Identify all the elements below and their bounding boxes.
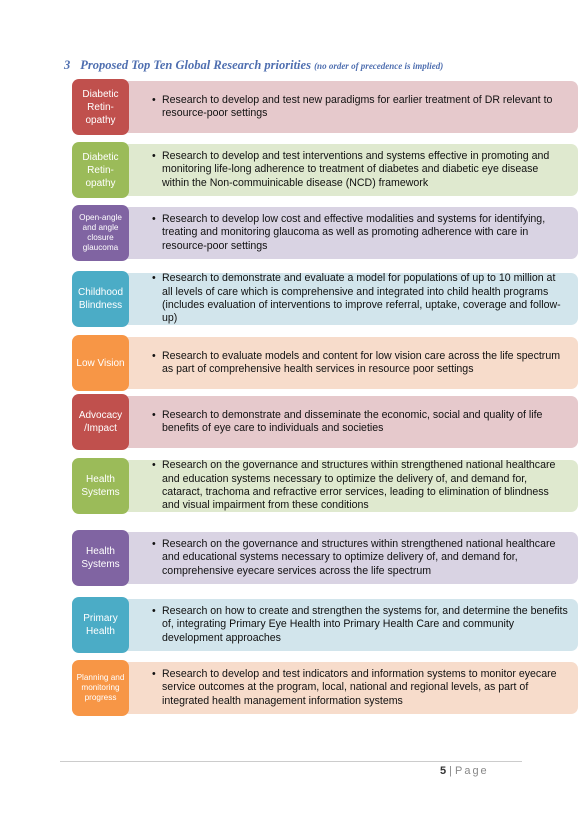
- priority-category: Advocacy /Impact: [72, 394, 129, 450]
- priority-text: Research on the governance and structures within strengthened national healthcare and educational systems necessary to optimize delivery of, and demand for, comprehensive eyecare services across the life spectrum: [162, 537, 556, 577]
- priority-text: Research to demonstrate and disseminate the economic, social and quality of life benefits of eye care to individuals and societies: [162, 408, 543, 434]
- priority-category: Primary Health: [72, 597, 129, 653]
- priority-category: Planning and monitoring progress: [72, 660, 129, 716]
- priority-text: Research to evaluate models and content for low vision care across the life spectrum as part of comprehensive health services in resource poor settings: [162, 349, 561, 375]
- priority-category: Diabetic Retin-opathy: [72, 79, 129, 135]
- bullet-icon: •: [152, 149, 156, 162]
- priority-text: Research to develop and test interventions and systems effective in promoting and monitoring life-long adherence to treatment of diabetes and diabetic eye disease within the Non-commuinicable disease (NCD) framework: [162, 149, 550, 189]
- page-label: Page: [454, 765, 489, 777]
- priority-text: Research to demonstrate and evaluate a model for populations of up to 10 million at all levels of care which is comprehensive and integrated into child health programs (includes evaluation of interventions to improve referral, uptake, coverage and follow-up): [162, 272, 561, 325]
- page-number: 5: [440, 765, 447, 777]
- priority-box: [122, 273, 578, 325]
- priority-text: Research to develop and test indicators and information systems to monitor eyecare service outcomes at the program, local, national and regional levels, as part of integrated health management information systems: [162, 667, 557, 707]
- priority-box: [122, 337, 578, 389]
- priority-box: [122, 599, 578, 651]
- section-heading: [64, 58, 564, 73]
- priority-category: Health Systems: [72, 458, 129, 514]
- bullet-icon: •: [152, 408, 156, 421]
- bullet-icon: •: [152, 537, 156, 550]
- page-separator: |: [449, 765, 452, 777]
- priority-box: [122, 396, 578, 448]
- priority-category: Open-angle and angle closure glaucoma: [72, 205, 129, 261]
- bullet-icon: •: [152, 212, 156, 225]
- bullet-icon: •: [152, 667, 156, 680]
- bullet-icon: •: [152, 459, 156, 472]
- priority-box: [122, 662, 578, 714]
- page-footer: [440, 765, 489, 777]
- bullet-icon: •: [152, 349, 156, 362]
- priority-box: [122, 207, 578, 259]
- bullet-icon: •: [152, 272, 156, 285]
- priority-box: [122, 81, 578, 133]
- priority-category: Low Vision: [72, 335, 129, 391]
- bullet-icon: •: [152, 604, 156, 617]
- priority-box: [122, 532, 578, 584]
- bullet-icon: •: [152, 93, 156, 106]
- priority-text: Research on the governance and structures within strengthened national healthcare and education systems necessary to optimize the delivery of, and demand for, cataract, trachoma and refractive error services, leading to elimination of blindness and visual impairment from these conditions: [162, 459, 556, 512]
- section-note: (no order of precedence is implied): [314, 61, 444, 71]
- priority-text: Research to develop low cost and effective modalities and systems for identifying, treating and monitoring glaucoma as well as promoting adherence with care in resource-poor settings: [162, 212, 546, 252]
- priority-category: Diabetic Retin-opathy: [72, 142, 129, 198]
- priority-box: [122, 144, 578, 196]
- section-title: Proposed Top Ten Global Research priorities: [80, 58, 311, 72]
- priority-category: Health Systems: [72, 530, 129, 586]
- priority-text: Research to develop and test new paradigms for earlier treatment of DR relevant to resource-poor settings: [162, 93, 553, 119]
- priority-category: Childhood Blindness: [72, 271, 129, 327]
- footer-divider: [60, 761, 522, 762]
- priority-box: [122, 460, 578, 512]
- section-number: 3: [64, 58, 71, 72]
- priority-text: Research on how to create and strengthen the systems for, and determine the benefits of, integrating Primary Eye Health into Primary Health Care and community development approaches: [162, 604, 568, 644]
